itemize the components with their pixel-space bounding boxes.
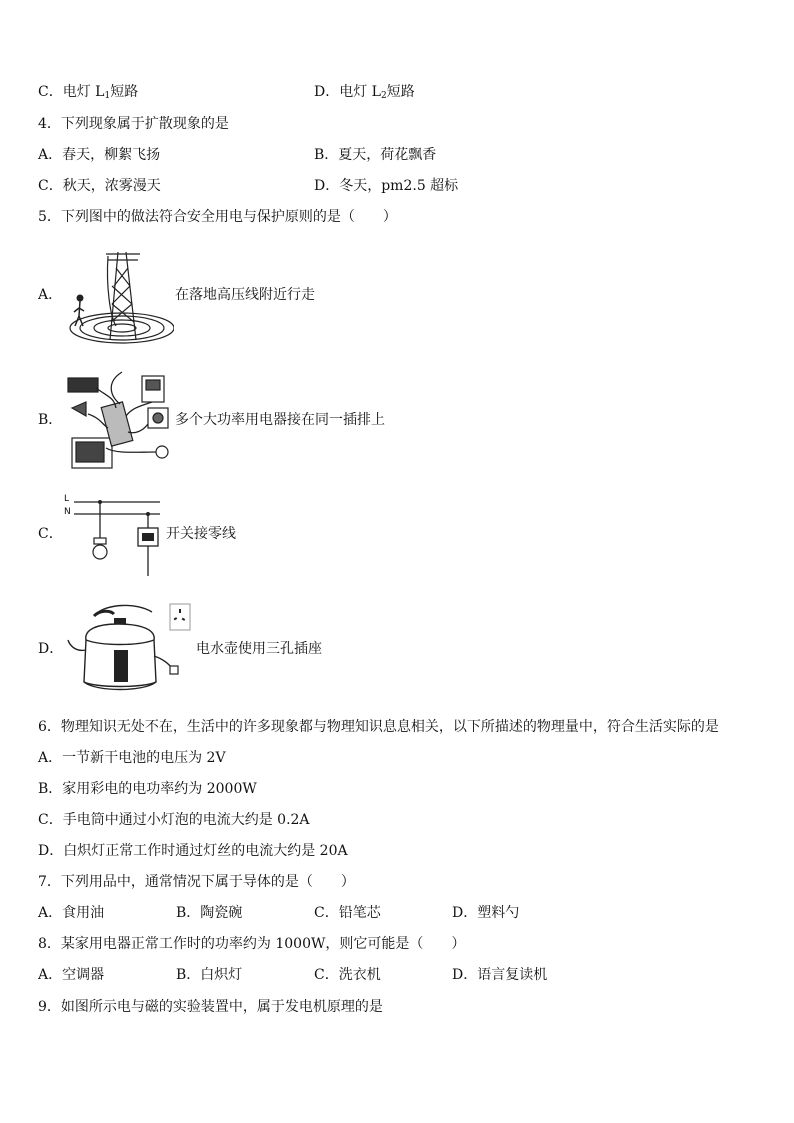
wire-n-label: N: [64, 507, 71, 517]
q5-option-a-letter: A．: [38, 287, 63, 303]
q8-option-a: A．空调器: [38, 967, 105, 983]
q5-option-a-caption: 在落地高压线附近行走: [175, 287, 315, 303]
q4-option-c: C．秋天，浓雾漫天: [38, 178, 161, 194]
q7-option-a: A．食用油: [38, 905, 105, 921]
q8-option-c: C．洗衣机: [314, 967, 381, 983]
q5-option-d-caption: 电水壶使用三孔插座: [196, 641, 322, 657]
high-voltage-tower-figure: [66, 246, 174, 346]
electric-kettle-three-prong-figure: [66, 600, 192, 700]
q3-option-d: [314, 82, 415, 106]
q7-option-c: C．铅笔芯: [314, 905, 381, 921]
q8-option-d: D．语言复读机: [452, 967, 548, 983]
q5-option-b-caption: 多个大功率用电器接在同一插排上: [175, 412, 385, 428]
q6-option-d: D．白炽灯正常工作时通过灯丝的电流大约是 20A: [38, 843, 348, 859]
q5-option-c-letter: C．: [38, 526, 63, 542]
q3-option-d-prefix: D．电灯 L: [314, 84, 381, 100]
q3-option-c-sub: 1: [104, 91, 111, 101]
q6-option-b: B．家用彩电的电功率约为 2000W: [38, 781, 257, 797]
q8-option-b: B．白炽灯: [176, 967, 243, 983]
q7-stem: 7．下列用品中，通常情况下属于导体的是（ ）: [38, 874, 355, 890]
q4-option-a: A．春天，柳絮飞扬: [38, 147, 161, 163]
q4-stem: 4．下列现象属于扩散现象的是: [38, 116, 229, 132]
q3-option-c: [38, 82, 138, 106]
q4-option-b: B．夏天，荷花飘香: [314, 147, 437, 163]
overloaded-power-strip-figure: [66, 368, 174, 472]
q6-stem: 6．物理知识无处不在，生活中的许多现象都与物理知识息息相关，以下所描述的物理量中，符合生活实际的是: [38, 719, 719, 735]
q5-stem: 5．下列图中的做法符合安全用电与保护原则的是（ ）: [38, 209, 397, 225]
circuit-wires-figure: [64, 494, 164, 580]
q4-option-d: D．冬天，pm2.5 超标: [314, 178, 459, 194]
q6-option-a: A．一节新干电池的电压为 2V: [38, 750, 226, 766]
q3-option-c-prefix: C．电灯 L: [38, 84, 105, 100]
q5-option-d-letter: D．: [38, 641, 64, 657]
q3-option-c-suffix: 短路: [110, 84, 139, 100]
q3-option-d-suffix: 短路: [386, 84, 415, 100]
q8-stem: 8．某家用电器正常工作时的功率约为 1000W，则它可能是（ ）: [38, 936, 466, 952]
q5-option-c-caption: 开关接零线: [166, 526, 236, 542]
q9-stem: 9．如图所示电与磁的实验装置中，属于发电机原理的是: [38, 999, 383, 1015]
q3-option-d-sub: 2: [380, 91, 387, 101]
switch-on-neutral-circuit-figure: [64, 494, 164, 580]
q5-option-b-letter: B．: [38, 412, 63, 428]
q6-option-c: C．手电筒中通过小灯泡的电流大约是 0.2A: [38, 812, 310, 828]
wire-l-label: L: [64, 494, 70, 504]
q7-option-d: D．塑料勺: [452, 905, 520, 921]
q7-option-b: B．陶瓷碗: [176, 905, 243, 921]
